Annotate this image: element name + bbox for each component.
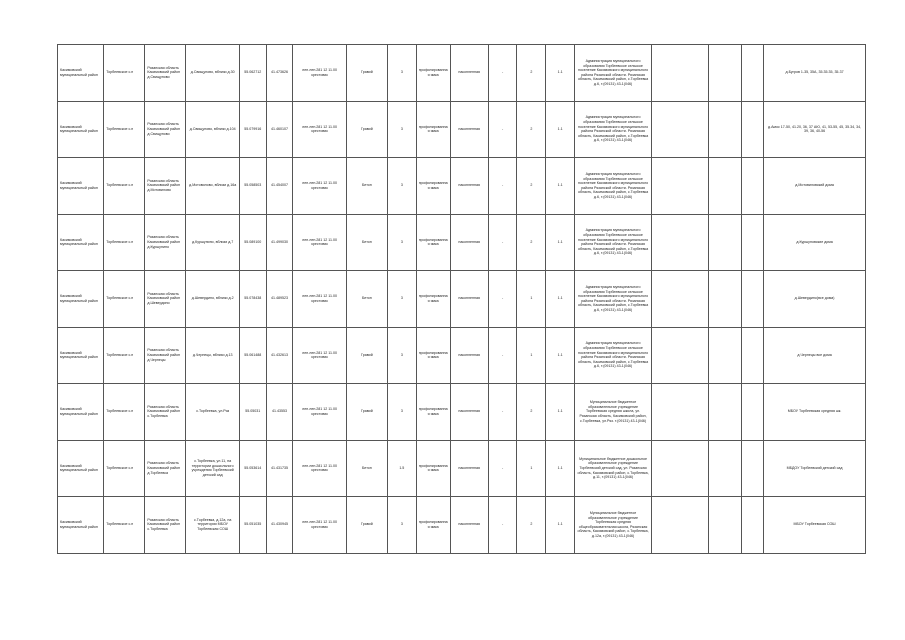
address-cell: с.Торбеевка, ул.11, на территории дошкольного учреждения Торбеевский детский сад: [186, 440, 239, 497]
collection-type-cell: накопленная: [450, 440, 488, 497]
district-cell: Касимовский муниципальный район: [58, 440, 104, 497]
longitude-cell: 41.489523: [266, 271, 293, 328]
extra-2-cell: [708, 101, 741, 158]
collection-type-cell: накопленная: [450, 384, 488, 441]
container-type-cell: профилированная ямка: [416, 271, 450, 328]
address-cell: д.Чернецы, вблизи д.13: [186, 327, 239, 384]
table-row: [58, 158, 866, 215]
latitude-cell: 55.089100: [239, 214, 266, 271]
address-cell: д.Свищуново, вблизи д.104: [186, 101, 239, 158]
area-cell: 3: [387, 384, 416, 441]
served-objects-cell: д.Мотовиловский дома: [764, 158, 866, 215]
served-objects-cell: д.Чернецы все дома: [764, 327, 866, 384]
area-cell: 1.5: [387, 440, 416, 497]
container-type-cell: профилированная ямка: [416, 214, 450, 271]
owner-cell: Администрация муниципального образования Торбеевское сельское поселение Касимовского муниципального района Рязанской области. Рязанская область, Касимовский район, с.Торбеевка д.6, т.(09131) 43-1(046): [575, 45, 652, 102]
container-volume-cell: 1.1: [546, 158, 575, 215]
extra-3-cell: [741, 45, 764, 102]
served-objects-cell: д.Куршуновские дома: [764, 214, 866, 271]
extra-1-cell: [652, 214, 709, 271]
district-cell: Касимовский муниципальный район: [58, 214, 104, 271]
area-cell: 3: [387, 271, 416, 328]
collection-type-cell: накопленная: [450, 158, 488, 215]
locality-cell: Рязанская область Касимовский район д.Мотовилово: [145, 158, 186, 215]
surface-cell: Гравий: [346, 497, 387, 554]
extra-1-cell: [652, 497, 709, 554]
area-cell: 3: [387, 214, 416, 271]
registry-code-cell: лен.лен.281 12 11.00 крестовик: [293, 384, 346, 441]
area-cell: 3: [387, 158, 416, 215]
volume-cell: -: [488, 440, 517, 497]
container-volume-cell: 1.1: [546, 497, 575, 554]
registry-code-cell: лен.лен.281 12 11.00 крестовик: [293, 327, 346, 384]
longitude-cell: 41.431735: [266, 440, 293, 497]
locality-cell: Рязанская область Касимовский район д.Чернецы: [145, 327, 186, 384]
locality-cell: Рязанская область Касимовский район д.Шевердино: [145, 271, 186, 328]
extra-1-cell: [652, 384, 709, 441]
area-cell: 3: [387, 45, 416, 102]
container-count-cell: 2: [517, 158, 546, 215]
served-objects-cell: д.Шевердино(все дома): [764, 271, 866, 328]
container-count-cell: 2: [517, 497, 546, 554]
latitude-cell: 55.079916: [239, 101, 266, 158]
address-cell: с.Торбеевка, д.12а, на территории МБОУ Торбеевская СОШ: [186, 497, 239, 554]
latitude-cell: 55.053614: [239, 440, 266, 497]
settlement-cell: Торбеевское с.п: [104, 271, 145, 328]
locality-cell: Рязанская область Касимовский район с.Торбеевка: [145, 384, 186, 441]
district-cell: Касимовский муниципальный район: [58, 101, 104, 158]
latitude-cell: 55.05031: [239, 384, 266, 441]
table-row: [58, 384, 866, 441]
longitude-cell: 41.43553: [266, 384, 293, 441]
extra-2-cell: [708, 45, 741, 102]
surface-cell: Бетон: [346, 271, 387, 328]
extra-1-cell: [652, 101, 709, 158]
container-volume-cell: 1.1: [546, 440, 575, 497]
collection-type-cell: накопленная: [450, 214, 488, 271]
table-row: [58, 101, 866, 158]
area-cell: 3: [387, 101, 416, 158]
table-row: [58, 497, 866, 554]
volume-cell: -: [488, 45, 517, 102]
longitude-cell: 41.430945: [266, 497, 293, 554]
extra-3-cell: [741, 158, 764, 215]
longitude-cell: 41.499030: [266, 214, 293, 271]
surface-cell: Бетон: [346, 214, 387, 271]
served-objects-cell: д.Амос 17-50, 41.20, 36, 37 АЮ, 41, 53-55, 45, 35.34, 34, 39, 36, 40-56: [764, 101, 866, 158]
registry-code-cell: лен.лен.281 12 11.00 крестовик: [293, 271, 346, 328]
address-cell: с.Торбеевка, ул.Ряз: [186, 384, 239, 441]
container-count-cell: 1: [517, 440, 546, 497]
extra-2-cell: [708, 158, 741, 215]
district-cell: Касимовский муниципальный район: [58, 327, 104, 384]
district-cell: Касимовский муниципальный район: [58, 45, 104, 102]
container-count-cell: 1: [517, 327, 546, 384]
container-volume-cell: 1.1: [546, 45, 575, 102]
settlement-cell: Торбеевское с.п: [104, 440, 145, 497]
longitude-cell: 41.454007: [266, 158, 293, 215]
collection-type-cell: накопленная: [450, 497, 488, 554]
extra-1-cell: [652, 327, 709, 384]
address-cell: д.Свищуново, вблизи д.30: [186, 45, 239, 102]
extra-2-cell: [708, 497, 741, 554]
locality-cell: Рязанская область Касимовский район д.Торбеевка: [145, 440, 186, 497]
owner-cell: Администрация муниципального образования Торбеевское сельское поселение Касимовского муниципального района Рязанской области. Рязанская область, Касимовский район, с.Торбеевка д.6, т.(09131) 43-1(046): [575, 158, 652, 215]
volume-cell: -: [488, 327, 517, 384]
district-cell: Касимовский муниципальный район: [58, 271, 104, 328]
table-row: [58, 214, 866, 271]
longitude-cell: 41.432613: [266, 327, 293, 384]
volume-cell: -: [488, 497, 517, 554]
registry-code-cell: лен.лен.281 12 11.00 крестовик: [293, 101, 346, 158]
locality-cell: Рязанская область Касимовский район д.Свищуново: [145, 45, 186, 102]
address-cell: д.Мотовилово, вблизи д.16а: [186, 158, 239, 215]
waste-sites-table: [57, 44, 866, 554]
container-type-cell: профилированная ямка: [416, 101, 450, 158]
extra-3-cell: [741, 214, 764, 271]
settlement-cell: Торбеевское с.п: [104, 497, 145, 554]
extra-2-cell: [708, 214, 741, 271]
served-objects-cell: МБДОУ Торбеевский детский сад: [764, 440, 866, 497]
table-row: [58, 45, 866, 102]
container-volume-cell: 1.1: [546, 214, 575, 271]
extra-2-cell: [708, 384, 741, 441]
extra-3-cell: [741, 327, 764, 384]
owner-cell: Администрация муниципального образования Торбеевское сельское поселение Касимовского муниципального района Рязанской области. Рязанская область, Касимовский район, с.Торбеевка д.6, т.(09131) 43-1(046): [575, 214, 652, 271]
owner-cell: Муниципальное бюджетное дошкольное образовательное учреждение Торбеевский детский сад, ул. Рязанская область, Касимовский район, с.Торбеевка, д.11, т.(09131) 43-1(046): [575, 440, 652, 497]
container-type-cell: профилированная ямка: [416, 158, 450, 215]
settlement-cell: Торбеевское с.п: [104, 158, 145, 215]
latitude-cell: 55.062712: [239, 45, 266, 102]
container-type-cell: профилированная ямка: [416, 327, 450, 384]
container-type-cell: профилированная ямка: [416, 440, 450, 497]
address-cell: д.Куршунино, вблизи д.7: [186, 214, 239, 271]
container-count-cell: 2: [517, 384, 546, 441]
settlement-cell: Торбеевское с.п: [104, 45, 145, 102]
table-row: [58, 271, 866, 328]
served-objects-cell: д.Бугров 1-35, 35А, 35.35.35, 35-37: [764, 45, 866, 102]
collection-type-cell: накопленная: [450, 271, 488, 328]
surface-cell: Гравий: [346, 45, 387, 102]
surface-cell: Гравий: [346, 384, 387, 441]
served-objects-cell: МБОУ Торбеевская СОШ: [764, 497, 866, 554]
table-row: [58, 440, 866, 497]
registry-code-cell: лен.лен.281 12 11.00 крестовик: [293, 214, 346, 271]
surface-cell: Гравий: [346, 327, 387, 384]
extra-2-cell: [708, 327, 741, 384]
registry-code-cell: лен.лен.281 12 11.00 крестовик: [293, 158, 346, 215]
container-count-cell: 2: [517, 45, 546, 102]
extra-3-cell: [741, 384, 764, 441]
latitude-cell: 55.051035: [239, 497, 266, 554]
extra-3-cell: [741, 101, 764, 158]
collection-type-cell: накопленная: [450, 101, 488, 158]
owner-cell: Администрация муниципального образования Торбеевское сельское поселение Касимовского муниципального района Рязанской области. Рязанская область, Касимовский район, с.Торбеевка д.6, т.(09131) 43-1(046): [575, 327, 652, 384]
volume-cell: -: [488, 101, 517, 158]
volume-cell: -: [488, 271, 517, 328]
district-cell: Касимовский муниципальный район: [58, 384, 104, 441]
surface-cell: Бетон: [346, 440, 387, 497]
district-cell: Касимовский муниципальный район: [58, 497, 104, 554]
volume-cell: -: [488, 384, 517, 441]
container-volume-cell: 1.1: [546, 101, 575, 158]
settlement-cell: Торбеевское с.п: [104, 214, 145, 271]
container-count-cell: 2: [517, 214, 546, 271]
locality-cell: Рязанская область Касимовский район д.Свищуново: [145, 101, 186, 158]
volume-cell: -: [488, 158, 517, 215]
owner-cell: Муниципальное бюджетное образовательное учреждение Торбеевская средняя школа, ул. Рязанская область, Касимовский район, с.Торбеевка, ул.Ряз. т.(09131) 43-1(046): [575, 384, 652, 441]
owner-cell: Администрация муниципального образования Торбеевское сельское поселение Касимовского муниципального района Рязанской области. Рязанская область, Касимовский район, с.Торбеевка д.6, т.(09131) 43-1(046): [575, 271, 652, 328]
extra-2-cell: [708, 271, 741, 328]
container-type-cell: профилированная ямка: [416, 497, 450, 554]
served-objects-cell: МБОУ Торбеевская средняя шк.: [764, 384, 866, 441]
longitude-cell: 41.460107: [266, 101, 293, 158]
extra-2-cell: [708, 440, 741, 497]
settlement-cell: Торбеевское с.п: [104, 327, 145, 384]
address-cell: д.Шевердино, вблизи д.2: [186, 271, 239, 328]
owner-cell: Муниципальное бюджетное образовательное учреждение Торбеевская средняя общеобразовательная школа, Рязанская область, Касимовский район, с.Торбеевка, д.12а, т.(09131) 43-1(046): [575, 497, 652, 554]
volume-cell: -: [488, 214, 517, 271]
locality-cell: Рязанская область Касимовский район д.Куршунино: [145, 214, 186, 271]
extra-1-cell: [652, 440, 709, 497]
owner-cell: Администрация муниципального образования Торбеевское сельское поселение Касимовского муниципального района Рязанской области. Рязанская область, Касимовский район, с.Торбеевка д.6, т.(09131) 43-1(046): [575, 101, 652, 158]
longitude-cell: 41.473626: [266, 45, 293, 102]
container-volume-cell: 1.1: [546, 271, 575, 328]
container-type-cell: профилированная ямка: [416, 45, 450, 102]
settlement-cell: Торбеевское с.п: [104, 101, 145, 158]
registry-code-cell: лен.лен.281 12 11.00 крестовик: [293, 497, 346, 554]
extra-1-cell: [652, 271, 709, 328]
latitude-cell: 55.061488: [239, 327, 266, 384]
container-volume-cell: 1.1: [546, 384, 575, 441]
extra-3-cell: [741, 271, 764, 328]
container-count-cell: 1: [517, 271, 546, 328]
locality-cell: Рязанская область Касимовский район с.Торбеевка: [145, 497, 186, 554]
collection-type-cell: накопленная: [450, 327, 488, 384]
surface-cell: Гравий: [346, 101, 387, 158]
registry-code-cell: лен.лен.281 12 11.00 крестовик: [293, 440, 346, 497]
container-volume-cell: 1.1: [546, 327, 575, 384]
district-cell: Касимовский муниципальный район: [58, 158, 104, 215]
surface-cell: Бетон: [346, 158, 387, 215]
latitude-cell: 55.058503: [239, 158, 266, 215]
settlement-cell: Торбеевское с.п: [104, 384, 145, 441]
area-cell: 3: [387, 497, 416, 554]
area-cell: 3: [387, 327, 416, 384]
extra-1-cell: [652, 158, 709, 215]
extra-3-cell: [741, 497, 764, 554]
extra-3-cell: [741, 440, 764, 497]
collection-type-cell: накопленная: [450, 45, 488, 102]
container-type-cell: профилированная ямка: [416, 384, 450, 441]
extra-1-cell: [652, 45, 709, 102]
registry-code-cell: лен.лен.281 12 11.00 крестовик: [293, 45, 346, 102]
table-row: [58, 327, 866, 384]
latitude-cell: 55.078438: [239, 271, 266, 328]
container-count-cell: 2: [517, 101, 546, 158]
